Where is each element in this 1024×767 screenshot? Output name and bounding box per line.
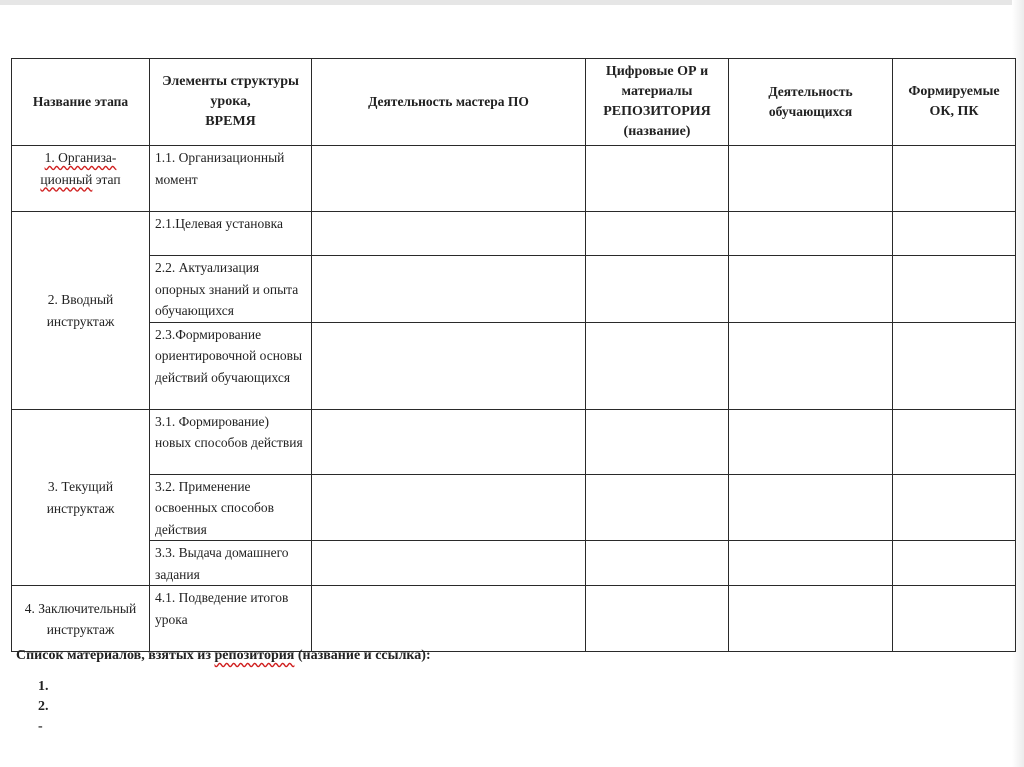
empty-cell[interactable] — [729, 256, 893, 323]
empty-cell[interactable] — [312, 322, 586, 409]
header-lesson-elements — [150, 59, 312, 146]
table-row — [12, 409, 1016, 474]
empty-cell[interactable] — [586, 586, 729, 652]
element-cell: 2.1.Целевая установка — [150, 212, 312, 256]
header-student-activity: Деятельность обучающихся — [729, 59, 893, 146]
empty-cell[interactable] — [893, 322, 1016, 409]
stage-cell-1 — [12, 146, 150, 212]
stage-cell-4: 4. Заключительный инструктаж — [12, 586, 150, 652]
empty-cell[interactable] — [893, 541, 1016, 586]
empty-cell[interactable] — [586, 146, 729, 212]
element-cell: 2.3.Формирование ориентировочной основы действий обучающихся — [150, 322, 312, 409]
empty-cell[interactable] — [586, 541, 729, 586]
element-cell: 3.1. Формирование) новых способов действия — [150, 409, 312, 474]
empty-cell[interactable] — [312, 256, 586, 323]
empty-cell[interactable] — [312, 146, 586, 212]
empty-cell[interactable] — [586, 212, 729, 256]
empty-cell[interactable] — [586, 474, 729, 541]
stage-cell-2: 2. Вводный инструктаж — [12, 212, 150, 410]
empty-cell[interactable] — [729, 409, 893, 474]
empty-cell[interactable] — [893, 474, 1016, 541]
element-cell: 1.1. Организационный момент — [150, 146, 312, 212]
header-stage-name: Название этапа — [12, 59, 150, 146]
empty-cell[interactable] — [729, 586, 893, 652]
header-digital-resources-line1: Цифровые ОР и материалы — [605, 64, 709, 99]
materials-heading — [16, 648, 431, 664]
lesson-plan-table — [11, 58, 1016, 652]
empty-cell[interactable] — [729, 212, 893, 256]
empty-cell[interactable] — [586, 409, 729, 474]
empty-cell[interactable] — [729, 474, 893, 541]
table-row — [12, 256, 1016, 323]
empty-cell[interactable] — [729, 322, 893, 409]
element-cell: 4.1. Подведение итогов урока — [150, 586, 312, 652]
materials-list — [38, 676, 49, 736]
stage-cell-3: 3. Текущий инструктаж — [12, 409, 150, 586]
empty-cell[interactable] — [312, 409, 586, 474]
list-item: - — [38, 719, 43, 734]
empty-cell[interactable] — [893, 256, 1016, 323]
empty-cell[interactable] — [312, 541, 586, 586]
empty-cell[interactable] — [893, 212, 1016, 256]
header-lesson-elements-line2: ВРЕМЯ — [205, 114, 256, 129]
table-row — [12, 474, 1016, 541]
header-master-activity: Деятельность мастера ПО — [312, 59, 586, 146]
header-competencies: Формируемые ОК, ПК — [893, 59, 1016, 146]
element-cell: 3.3. Выдача домашнего задания — [150, 541, 312, 586]
table-header-row — [12, 59, 1016, 146]
materials-prefix: Список материалов, взятых из — [16, 648, 215, 663]
empty-cell[interactable] — [729, 541, 893, 586]
element-cell: 3.2. Применение освоенных способов действия — [150, 474, 312, 541]
table-row — [12, 146, 1016, 212]
table-row — [12, 541, 1016, 586]
list-item: 1. — [38, 679, 49, 694]
materials-repository-word: репозитория — [214, 648, 295, 663]
table-row — [12, 322, 1016, 409]
table-row — [12, 586, 1016, 652]
header-digital-resources-line2: РЕПОЗИТОРИЯ — [603, 104, 711, 119]
empty-cell[interactable] — [893, 409, 1016, 474]
stage-1-part-a: 1. Организа- — [44, 150, 117, 165]
empty-cell[interactable] — [893, 586, 1016, 652]
list-item: 2. — [38, 699, 49, 714]
empty-cell[interactable] — [893, 146, 1016, 212]
empty-cell[interactable] — [312, 474, 586, 541]
header-digital-resources — [586, 59, 729, 146]
header-digital-resources-line3: (название) — [623, 124, 691, 139]
top-rule — [0, 0, 1024, 5]
empty-cell[interactable] — [312, 212, 586, 256]
materials-suffix: (название и ссылка): — [294, 648, 431, 663]
element-cell: 2.2. Актуализация опорных знаний и опыта обучающихся — [150, 256, 312, 323]
header-lesson-elements-line1: Элементы структуры урока, — [162, 74, 299, 109]
empty-cell[interactable] — [586, 256, 729, 323]
stage-1-part-c: этап — [92, 171, 121, 187]
empty-cell[interactable] — [586, 322, 729, 409]
empty-cell[interactable] — [312, 586, 586, 652]
empty-cell[interactable] — [729, 146, 893, 212]
table-row — [12, 212, 1016, 256]
stage-1-part-b: ционный — [40, 171, 93, 187]
